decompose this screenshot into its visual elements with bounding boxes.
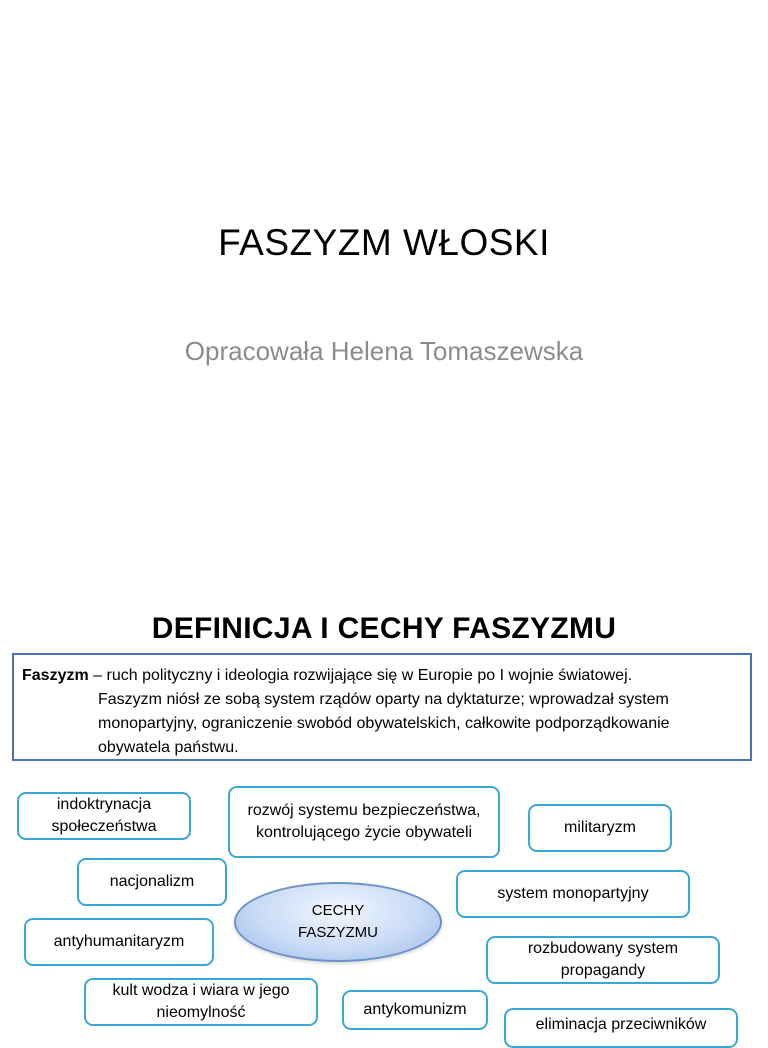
definition-lead: – ruch polityczny i ideologia rozwijające się w Europie po I wojnie światowej.	[88, 667, 633, 684]
definition-term: Faszyzm	[22, 667, 89, 684]
feature-antykomunizm: antykomunizm	[342, 990, 488, 1030]
feature-nacjonalizm: nacjonalizm	[77, 858, 227, 906]
feature-militaryzm: militaryzm	[528, 804, 672, 852]
center-label-line1: CECHY	[311, 902, 365, 919]
center-label-line2: FASZYZMU	[297, 924, 378, 941]
feature-rozwoj-systemu: rozwój systemu bezpieczeństwa, kontrolującego życie obywateli	[228, 786, 500, 858]
definition-box	[12, 653, 752, 761]
definition-body: Faszyzm niósł ze sobą system rządów oparty na dyktaturze; wprowadzał system monopartyjny, ograniczenie swobód obywatelskich, całkowite podporządkowanie obywatela państwu.	[98, 691, 670, 756]
definition-slide	[0, 576, 768, 1033]
feature-antyhumanitaryzm: antyhumanitaryzm	[24, 918, 214, 966]
presentation-author: Opracowała Helena Tomaszewska	[184, 336, 584, 366]
feature-indoktrynacja: indoktrynacja społeczeństwa	[17, 792, 191, 840]
feature-kult-wodza: kult wodza i wiara w jego nieomylność	[84, 978, 318, 1026]
feature-propaganda: rozbudowany system propagandy	[486, 936, 720, 984]
center-ellipse	[234, 882, 442, 962]
presentation-title: FASZYZM WŁOSKI	[218, 222, 550, 263]
feature-system-monopartyjny: system monopartyjny	[456, 870, 690, 918]
feature-eliminacja: eliminacja przeciwników	[504, 1008, 738, 1048]
slide-title: DEFINICJA I CECHY FASZYZMU	[151, 612, 617, 645]
